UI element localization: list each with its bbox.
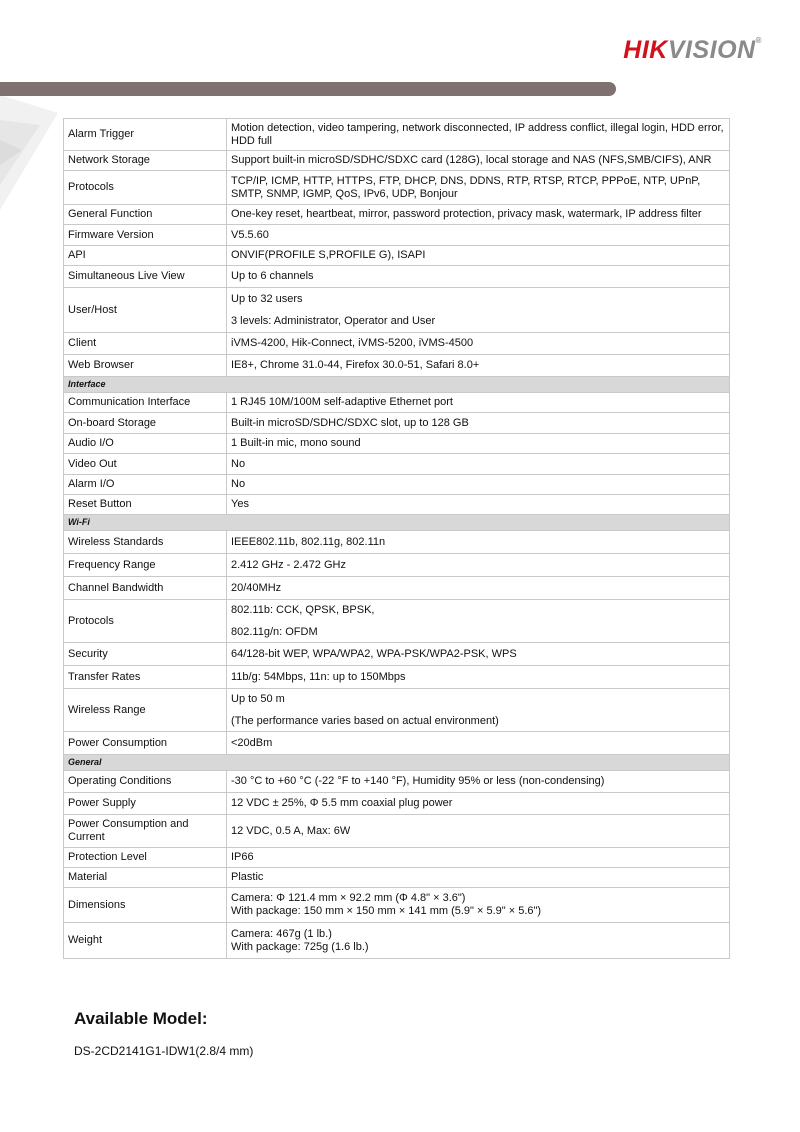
spec-value xyxy=(227,333,730,355)
spec-value-line: 1 RJ45 10M/100M self-adaptive Ethernet port xyxy=(231,396,453,408)
spec-value-line: 3 levels: Administrator, Operator and User xyxy=(231,314,436,327)
spec-label: Audio I/O xyxy=(64,434,227,454)
spec-label: Power Supply xyxy=(64,793,227,815)
section-header xyxy=(64,515,730,531)
spec-row xyxy=(64,454,730,475)
spec-value xyxy=(227,119,730,151)
spec-row xyxy=(64,288,730,333)
spec-label: General Function xyxy=(64,205,227,225)
spec-value xyxy=(227,151,730,171)
section-title: Wi-Fi xyxy=(64,515,730,531)
spec-label: Transfer Rates xyxy=(64,666,227,689)
spec-row xyxy=(64,793,730,815)
spec-value xyxy=(227,577,730,600)
spec-value xyxy=(227,666,730,689)
spec-value-line: Plastic xyxy=(231,871,264,883)
spec-value xyxy=(227,266,730,288)
spec-label: Client xyxy=(64,333,227,355)
available-model-name: DS-2CD2141G1-IDW1(2.8/4 mm) xyxy=(74,1044,254,1058)
spec-value-line: (The performance varies based on actual environment) xyxy=(231,714,499,727)
spec-row xyxy=(64,868,730,888)
spec-value xyxy=(227,205,730,225)
spec-value xyxy=(227,495,730,515)
spec-value-line: ONVIF(PROFILE S,PROFILE G), ISAPI xyxy=(231,249,426,261)
spec-value xyxy=(227,246,730,266)
available-model-heading: Available Model: xyxy=(74,1009,208,1028)
section-header xyxy=(64,755,730,771)
spec-label: User/Host xyxy=(64,288,227,333)
spec-value xyxy=(227,848,730,868)
spec-value-line: 12 VDC ± 25%, Φ 5.5 mm coaxial plug power xyxy=(231,797,453,809)
spec-value xyxy=(227,554,730,577)
spec-label: Wireless Standards xyxy=(64,531,227,554)
spec-value-line: 1 Built-in mic, mono sound xyxy=(231,437,361,449)
spec-value-line: V5.5.60 xyxy=(231,228,269,241)
spec-row xyxy=(64,577,730,600)
spec-row xyxy=(64,815,730,848)
section-title: General xyxy=(64,755,730,771)
spec-label: Communication Interface xyxy=(64,393,227,413)
spec-value-line: 64/128-bit WEP, WPA/WPA2, WPA-PSK/WPA2-PSK, WPS xyxy=(231,647,517,660)
spec-value-line: IEEE802.11b, 802.11g, 802.11n xyxy=(231,535,386,548)
spec-value-line: 802.11b: CCK, QPSK, BPSK, xyxy=(231,603,375,616)
spec-label: Frequency Range xyxy=(64,554,227,577)
section-title: Interface xyxy=(64,377,730,393)
spec-label: Operating Conditions xyxy=(64,771,227,793)
spec-value xyxy=(227,600,730,643)
spec-value xyxy=(227,793,730,815)
spec-value-line: IP66 xyxy=(231,851,254,863)
spec-row xyxy=(64,171,730,205)
spec-value xyxy=(227,413,730,434)
spec-row xyxy=(64,643,730,666)
spec-value-line: Built-in microSD/SDHC/SDXC slot, up to 128 GB xyxy=(231,416,469,429)
spec-value-line: With package: 725g (1.6 lb.) xyxy=(231,940,369,953)
spec-label: Protocols xyxy=(64,600,227,643)
spec-label: Power Consumption and Current xyxy=(64,815,227,848)
spec-value-line: -30 °C to +60 °C (-22 °F to +140 °F), Humidity 95% or less (non-condensing) xyxy=(231,775,605,787)
spec-value xyxy=(227,393,730,413)
spec-row xyxy=(64,600,730,643)
spec-row xyxy=(64,413,730,434)
spec-label: Protection Level xyxy=(64,848,227,868)
spec-row xyxy=(64,888,730,923)
spec-value-line: Motion detection, video tampering, network disconnected, IP address conflict, illegal login, HDD error, HDD full xyxy=(231,121,724,147)
spec-label: Weight xyxy=(64,923,227,959)
spec-row xyxy=(64,119,730,151)
spec-value-line: Up to 32 users xyxy=(231,292,303,305)
spec-row xyxy=(64,771,730,793)
spec-value xyxy=(227,923,730,959)
spec-value xyxy=(227,288,730,333)
spec-value xyxy=(227,771,730,793)
spec-value-line: Up to 50 m xyxy=(231,692,285,705)
spec-label: Security xyxy=(64,643,227,666)
spec-label: Alarm Trigger xyxy=(64,119,227,151)
spec-value-line: TCP/IP, ICMP, HTTP, HTTPS, FTP, DHCP, DNS, DDNS, RTP, RTSP, RTCP, PPPoE, NTP, UPnP, SMTP, SNMP, IGMP, QoS, IPv6, UDP, Bonjour xyxy=(231,174,701,200)
spec-label: Reset Button xyxy=(64,495,227,515)
hikvision-logo: HIKVISION® xyxy=(623,36,762,64)
spec-value-line: 20/40MHz xyxy=(231,581,282,594)
spec-value xyxy=(227,888,730,923)
spec-label: Material xyxy=(64,868,227,888)
spec-label: Wireless Range xyxy=(64,689,227,732)
spec-value-line: Yes xyxy=(231,498,249,510)
spec-label: API xyxy=(64,246,227,266)
spec-value xyxy=(227,454,730,475)
spec-value xyxy=(227,868,730,888)
spec-value-line: iVMS-4200, Hik-Connect, iVMS-5200, iVMS-4500 xyxy=(231,337,474,349)
spec-row xyxy=(64,732,730,755)
spec-row xyxy=(64,475,730,495)
spec-label: Power Consumption xyxy=(64,732,227,755)
spec-value-line: 802.11g/n: OFDM xyxy=(231,625,318,638)
spec-value-line: Camera: Φ 121.4 mm × 92.2 mm (Φ 4.8" × 3.6") xyxy=(231,892,466,904)
spec-value-line: Up to 6 channels xyxy=(231,270,314,282)
spec-row xyxy=(64,689,730,732)
spec-label: Simultaneous Live View xyxy=(64,266,227,288)
spec-row xyxy=(64,151,730,171)
spec-row xyxy=(64,666,730,689)
spec-row xyxy=(64,355,730,377)
spec-label: Web Browser xyxy=(64,355,227,377)
spec-value-line: 12 VDC, 0.5 A, Max: 6W xyxy=(231,824,351,837)
spec-label: On-board Storage xyxy=(64,413,227,434)
decorative-triangle-graphic xyxy=(0,95,60,215)
spec-value-line: 2.412 GHz - 2.472 GHz xyxy=(231,558,346,571)
spec-label: Video Out xyxy=(64,454,227,475)
spec-value xyxy=(227,225,730,246)
spec-value xyxy=(227,815,730,848)
spec-row xyxy=(64,554,730,577)
spec-row xyxy=(64,495,730,515)
spec-value-line: IE8+, Chrome 31.0-44, Firefox 30.0-51, Safari 8.0+ xyxy=(231,359,480,371)
spec-value xyxy=(227,643,730,666)
spec-label: Firmware Version xyxy=(64,225,227,246)
spec-value-line: With package: 150 mm × 150 mm × 141 mm (5.9" × 5.9" × 5.6") xyxy=(231,905,542,917)
spec-row xyxy=(64,266,730,288)
spec-value xyxy=(227,475,730,495)
spec-value-line: Camera: 467g (1 lb.) xyxy=(231,927,332,940)
spec-label: Network Storage xyxy=(64,151,227,171)
specification-table xyxy=(63,118,730,959)
spec-row xyxy=(64,531,730,554)
spec-row xyxy=(64,434,730,454)
spec-row xyxy=(64,205,730,225)
spec-label: Dimensions xyxy=(64,888,227,923)
spec-value-line: No xyxy=(231,457,246,470)
spec-label: Protocols xyxy=(64,171,227,205)
spec-value xyxy=(227,434,730,454)
spec-row xyxy=(64,225,730,246)
spec-value-line: No xyxy=(231,478,246,490)
spec-value xyxy=(227,531,730,554)
spec-label: Alarm I/O xyxy=(64,475,227,495)
spec-value-line: 11b/g: 54Mbps, 11n: up to 150Mbps xyxy=(231,670,406,683)
spec-value xyxy=(227,689,730,732)
spec-row xyxy=(64,923,730,959)
header-bar xyxy=(0,82,616,96)
spec-value xyxy=(227,732,730,755)
section-header xyxy=(64,377,730,393)
spec-row xyxy=(64,393,730,413)
spec-value-line: One-key reset, heartbeat, mirror, password protection, privacy mask, watermark, IP address filter xyxy=(231,208,702,220)
spec-row xyxy=(64,246,730,266)
spec-label: Channel Bandwidth xyxy=(64,577,227,600)
spec-row xyxy=(64,333,730,355)
spec-value-line: Support built-in microSD/SDHC/SDXC card (128G), local storage and NAS (NFS,SMB/CIFS), ANR xyxy=(231,154,712,166)
spec-value xyxy=(227,171,730,205)
spec-value xyxy=(227,355,730,377)
spec-value-line: <20dBm xyxy=(231,736,273,749)
spec-row xyxy=(64,848,730,868)
